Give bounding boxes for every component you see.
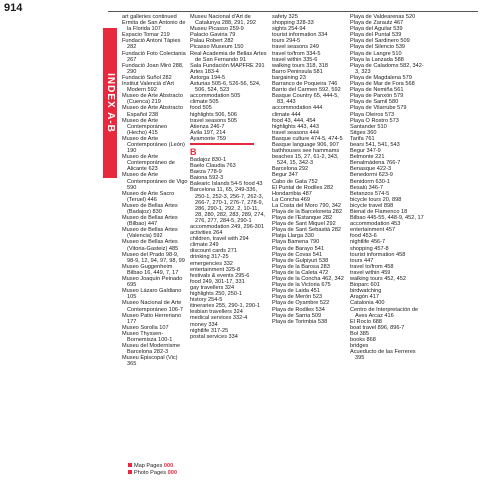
index-entry: Baeza 778-9 bbox=[190, 169, 222, 176]
index-entry: Playa de Covas 541 bbox=[272, 251, 323, 258]
index-entry: Asturias 505-6, 526-56, 524, 506, 524, 523 bbox=[190, 81, 261, 94]
index-entry: Museo Joaquín Peinado 695 bbox=[122, 276, 183, 289]
index-entry: Museo Sorolla 107 bbox=[122, 324, 169, 331]
index-entry: Museu del Modernisme Barcelona 282-3 bbox=[122, 343, 181, 356]
index-entry: Playa del Aguilar 539 bbox=[350, 26, 403, 33]
index-entry: birdwatching bbox=[350, 288, 382, 295]
index-entry: bargaining 23 bbox=[272, 74, 306, 81]
index-entry: Playa Oleiros 573 bbox=[350, 111, 395, 118]
index-entry: El Puntal de Rodiles 282 bbox=[272, 184, 334, 191]
index-entry: Museo de Arte Contemporáneo (Hecho) 415 bbox=[122, 117, 168, 136]
index-entry: Artes 183-4 bbox=[190, 68, 219, 75]
index-entry: Playa de Sarria 509 bbox=[272, 312, 322, 319]
index-entry: Playa de Barayo 541 bbox=[272, 245, 324, 252]
index-entry: medical services 332-4 bbox=[190, 315, 248, 322]
index-entry: Playa de la Concha 462, 342 bbox=[272, 276, 344, 283]
index-entry: postal services 334 bbox=[190, 333, 238, 340]
index-entry: Museo de Arte Abstracto Español 238 bbox=[122, 105, 183, 118]
index-entry: Museo de Arte Contemporáneo (León) 190 bbox=[122, 135, 185, 155]
index-entry: nightlife 456-7 bbox=[350, 239, 386, 246]
index-entry: nightlife 317-25 bbox=[190, 327, 229, 334]
index-entry: Museu Picasso 259-9 bbox=[190, 26, 244, 33]
index-entry: Playa de la Victoria 675 bbox=[272, 282, 331, 289]
index-entry: accommodation 444 bbox=[272, 105, 323, 112]
index-entry: Museo Nacional de Arte Contemporáneo 106-7 bbox=[122, 300, 183, 313]
index-entry: Santander 510 bbox=[350, 123, 387, 130]
index-entry: Hondarribia 487 bbox=[272, 190, 312, 197]
index-entry: accommodation 453 bbox=[350, 221, 401, 228]
index-entry: Barcelona 11, 65, 249-336, 250-1, 252-3, 256-7, 262-3, 266-7, 270-1, 276-7, 278-9, 286, 290-1, 292, 2, 10-11, 28, 280, 282, 283, 289, 274, 276, 277, 284-5, 290-1 bbox=[190, 187, 265, 224]
index-entry: Playa de la Barceloneta 282 bbox=[272, 209, 342, 215]
index-entry: Museo del Prado 98-9, 98-9, 12, 94, 97, 98, 99 bbox=[122, 251, 185, 264]
index-entry: Playa de la Barosa 283 bbox=[272, 263, 330, 270]
index-entry: Badajoz 830-1 bbox=[190, 156, 227, 163]
index-entry: Museo de Bellas Artes (Vitoria-Gasteiz) 485 bbox=[122, 239, 179, 252]
index-entry: Playa de Gulpiyuri 538 bbox=[272, 257, 329, 264]
index-side-tab bbox=[103, 28, 117, 178]
index-entry: Betanzos 574-5 bbox=[350, 190, 390, 197]
index-column-4 bbox=[350, 14, 426, 361]
index-entry: Benidorm 630-1 bbox=[350, 178, 390, 185]
index-entry: Museu Nacional d'Art de Catalunya 288, 291, 292 bbox=[190, 14, 256, 27]
index-entry: Atienza 246-7 bbox=[190, 123, 225, 130]
index-entry: entertainment 325-8 bbox=[190, 266, 241, 273]
index-entry: tours 294-5 bbox=[272, 38, 301, 45]
index-entry: Bienal de Flamenco 18 bbox=[350, 209, 408, 215]
index-entry: shopping 457-8 bbox=[350, 245, 389, 252]
page-number: 914 bbox=[4, 2, 23, 14]
index-entry: highlights 506, 506 bbox=[190, 111, 237, 118]
index-entry: gay travellers 324 bbox=[190, 284, 235, 291]
section-divider bbox=[190, 143, 254, 145]
index-entry: Museo de Arte Contemporáneo de Alicante 623 bbox=[122, 154, 175, 173]
index-entry: Astorga 194-5 bbox=[190, 74, 226, 81]
page-legend bbox=[128, 463, 177, 477]
index-entry: Museo de Bellas Artes (Badajoz) 830 bbox=[122, 202, 178, 215]
index-entry: La Costa del Moro 790, 342 bbox=[272, 202, 342, 209]
index-entry: food 43, 444, 454 bbox=[272, 117, 316, 124]
index-entry: Museo de Arte Contemporáneo de Vigo 590 bbox=[122, 172, 188, 191]
index-entry: travel seasons 505 bbox=[190, 117, 237, 124]
index-entry: tours 447 bbox=[350, 257, 374, 264]
index-entry: Playa Bamena 790 bbox=[272, 239, 320, 246]
index-entry: Playa del Puntal 539 bbox=[350, 32, 402, 39]
index-entry: Playa de Valdearenas 520 bbox=[350, 14, 416, 20]
index-entry: Museo Thyssen-Bornemisza 100-1 bbox=[122, 330, 173, 343]
index-entry: bathhouses see hammams bbox=[272, 148, 340, 155]
index-entry: Playa de Zarautz 467 bbox=[350, 20, 404, 27]
index-entry: Balearic Islands 54-5 food 43 bbox=[190, 181, 263, 188]
index-entry: bicycle tours 20, 898 bbox=[350, 196, 402, 203]
index-entry: Basque Country 65, 444-5, 83, 443 bbox=[272, 93, 339, 106]
index-entry: Cabo de Gata 752 bbox=[272, 178, 318, 185]
index-entry: money 334 bbox=[190, 321, 218, 328]
index-entry: Belmonte 221 bbox=[350, 154, 385, 161]
index-entry: food 453-6 bbox=[350, 233, 377, 240]
index-entry: climate 505 bbox=[190, 99, 219, 106]
index-entry: shopping 328-33 bbox=[272, 20, 314, 27]
index-entry: Playa de Magdalena 579 bbox=[350, 74, 412, 81]
index-entry: bridges bbox=[350, 343, 369, 350]
index-entry: Playa de la Caleta 472 bbox=[272, 269, 329, 276]
index-entry: food 249, 301-17, 331 bbox=[190, 278, 245, 285]
index-entry: Benasque 422-3 bbox=[350, 166, 392, 173]
legend-swatch-icon bbox=[128, 463, 132, 467]
index-entry: Barcelona 292 bbox=[272, 166, 309, 173]
index-entry: Begur 347-9 bbox=[350, 148, 381, 155]
index-entry: Bol 385 bbox=[350, 330, 369, 337]
index-entry: Benedormi 623-9 bbox=[350, 172, 393, 179]
index-entry: highlights 250, 250-1 bbox=[190, 291, 242, 298]
index-entry: Playa de Sant Miquel 292 bbox=[272, 221, 336, 228]
index-entry: travel seasons 249 bbox=[272, 44, 319, 51]
index-entry: Bilbao 445-55, 448-9, 452, 17 bbox=[350, 215, 424, 222]
side-tab-label: INDEX A-B bbox=[105, 73, 116, 133]
index-entry: sights 254-94 bbox=[272, 26, 306, 33]
index-entry: Tarifa 761 bbox=[350, 135, 375, 142]
index-entry: safety 325 bbox=[272, 14, 298, 20]
index-entry: emergencies 332 bbox=[190, 260, 233, 267]
index-entry: Playa de Nemiña 561 bbox=[350, 87, 404, 94]
index-entry: Centro de Interpretación de Aves Arcaz 416 bbox=[350, 306, 419, 319]
index-entry: La Concha 469 bbox=[272, 196, 310, 203]
index-entry: festivals & events 295-6 bbox=[190, 272, 250, 279]
index-entry: Fundació Antoni Tàpies 282 bbox=[122, 38, 181, 51]
index-entry: Besalú 346-7 bbox=[350, 184, 383, 191]
index-entry: Playa de Oyambre 522 bbox=[272, 300, 330, 307]
index-entry: bears 541, 541, 543 bbox=[350, 141, 400, 148]
index-entry: Begur 347 bbox=[272, 172, 298, 179]
index-entry: climate 444 bbox=[272, 111, 301, 118]
index-entry: boat travel 896, 896-7 bbox=[350, 324, 405, 331]
index-entry: accommodation 505 bbox=[190, 93, 241, 100]
legend-photo-pages: Photo Pages 000 bbox=[128, 470, 177, 477]
index-entry: Playa de Rodiles 534 bbox=[272, 306, 325, 313]
index-entry: itineraries 255, 290-1, 290-1 bbox=[190, 303, 260, 310]
index-entry: Playa de Vilarrube 579 bbox=[350, 105, 407, 112]
index-entry: travel to/from 334-5 bbox=[272, 50, 321, 57]
index-entry: walking tours 318, 318 bbox=[272, 62, 328, 69]
index-entry: Ermita de San Antonio de la Florida 107 bbox=[122, 20, 186, 33]
index-entry: highlights 443, 443 bbox=[272, 123, 319, 130]
index-column-3 bbox=[272, 14, 346, 325]
index-entry: Playa de Sant Sebastià 282 bbox=[272, 227, 342, 234]
index-entry: Baiona 592-3 bbox=[190, 175, 224, 182]
index-entry: Playa del Silencio 539 bbox=[350, 44, 406, 51]
index-entry: Baelo Claudia 763 bbox=[190, 163, 236, 170]
index-entry: Museo Guggenheim Bilbao 16, 449, 7, 17 bbox=[122, 263, 179, 276]
index-column-1 bbox=[122, 14, 188, 367]
index-entry: Basque language 906, 907 bbox=[272, 141, 339, 148]
index-entry: travel seasons 444 bbox=[272, 129, 319, 136]
index-entry: Institut Valencià d'Art Modern 592 bbox=[122, 81, 174, 94]
index-entry: Fundació Joan Miró 288, 290 bbox=[122, 62, 184, 75]
index-entry: Playa de Merón 523 bbox=[272, 294, 323, 301]
index-entry: Playa de Caladoms 582, 342-3, 323 bbox=[350, 62, 424, 75]
index-entry: walking tours 452, 452 bbox=[350, 276, 406, 283]
index-entry: Playa la Lanzada 588 bbox=[350, 56, 404, 63]
index-entry: travel within 459 bbox=[350, 269, 391, 276]
index-entry: art galleries continued bbox=[122, 14, 177, 20]
index-entry: Acueducto de las Ferreres 395 bbox=[350, 349, 416, 362]
index-entry: Playa de Torimbia 538 bbox=[272, 318, 328, 325]
index-entry: Playa de Laida 451 bbox=[272, 288, 320, 295]
index-entry: Playa de l'Estanque 282 bbox=[272, 215, 333, 222]
index-entry: El Rocío 688 bbox=[350, 318, 383, 325]
index-entry: Playa de Langre 510 bbox=[350, 50, 402, 57]
index-column-2 bbox=[190, 14, 268, 340]
index-entry: Aragón 417 bbox=[350, 294, 379, 301]
index-entry: Museo Patio Herreriano 177 bbox=[122, 312, 182, 325]
index-entry: Museo de Bellas Artes (Valencia) 592 bbox=[122, 227, 178, 240]
index-entry: travel within 335-6 bbox=[272, 56, 318, 63]
index-entry: Playa O Rostro 573 bbox=[350, 117, 399, 124]
index-entry: Barro Peninsula 581 bbox=[272, 68, 323, 75]
index-entry: Museo Lázaro Galdiano 105 bbox=[122, 288, 182, 301]
index-entry: Barrio del Carmen 592, 592 bbox=[272, 87, 341, 94]
index-entry: Ávila 197, 214 bbox=[190, 129, 226, 136]
index-entry: Museo de Bellas Artes (Bilbao) 447 bbox=[122, 215, 178, 228]
header-rule bbox=[108, 11, 478, 12]
index-entry: history 254-5 bbox=[190, 297, 223, 304]
index-entry: Benalmádena 766-7 bbox=[350, 160, 401, 167]
index-entry: Museo de Arte Sacro (Teruel) 446 bbox=[122, 190, 175, 203]
index-entry: discount cards 271 bbox=[190, 248, 237, 255]
index-entry: Palau Robert 282 bbox=[190, 38, 234, 45]
index-entry: entertainment 457 bbox=[350, 227, 396, 234]
index-entry: Museu Episcopal (Vic) 365 bbox=[122, 355, 178, 368]
index-entry: Catalonia 400 bbox=[350, 300, 385, 307]
index-entry: climate 249 bbox=[190, 242, 219, 249]
index-entry: children, travel with 294 bbox=[190, 236, 249, 243]
index-section-letter: B bbox=[190, 146, 197, 157]
index-entry: Playa de Samil 580 bbox=[350, 99, 399, 106]
index-entry: Basque culture 474-5, 474-5 bbox=[272, 135, 343, 142]
index-entry: accommodation 249, 296-301 bbox=[190, 224, 265, 230]
index-entry: Playa de Panxón 579 bbox=[350, 93, 404, 100]
legend-swatch-icon bbox=[128, 470, 132, 474]
index-entry: Playa del Sardinero 509 bbox=[350, 38, 410, 45]
index-entry: tourist information 334 bbox=[272, 32, 328, 39]
index-entry: Fundació Suñol 282 bbox=[122, 74, 172, 81]
index-entry: Sala Fundación MAPFRE 291 bbox=[190, 62, 265, 69]
index-entry: Espacio Tomar 219 bbox=[122, 32, 170, 39]
index-entry: lesbian travellers 324 bbox=[190, 309, 243, 316]
index-entry: Ayamonte 759 bbox=[190, 135, 226, 142]
index-entry: travel to/from 458 bbox=[350, 263, 394, 270]
legend-map-pages: Map Pages 000 bbox=[128, 463, 177, 470]
index-entry: Platja Llarga 330 bbox=[272, 233, 314, 240]
index-entry: Palacio Gaviria 79 bbox=[190, 32, 236, 39]
index-entry: food 505 bbox=[190, 105, 212, 112]
index-entry: Barranco de Poqueira 746 bbox=[272, 81, 338, 88]
index-entry: drinking 317-25 bbox=[190, 254, 229, 261]
index-entry: Fundació Foto Colectania 267 bbox=[122, 50, 186, 63]
index-entry: beaches 15, 27, 61-2, 343, 524, 15, 342-3 bbox=[272, 154, 339, 167]
index-entry: bicycle travel 898 bbox=[350, 202, 394, 209]
index-entry: Museo de Arte Abstracto (Cuenca) 219 bbox=[122, 93, 183, 106]
index-entry: Bioparc 601 bbox=[350, 282, 380, 289]
index-entry: activities 264 bbox=[190, 230, 223, 237]
index-entry: Playa de Mar de Fora 568 bbox=[350, 81, 415, 88]
index-entry: Real Academia de Bellas Artes de San Fernando 91 bbox=[190, 50, 267, 63]
index-entry: Picasso Museum 150 bbox=[190, 44, 244, 51]
index-entry: Sitges 360 bbox=[350, 129, 377, 136]
index-entry: tourist information 458 bbox=[350, 251, 406, 258]
index-entry: books 868 bbox=[350, 336, 376, 343]
